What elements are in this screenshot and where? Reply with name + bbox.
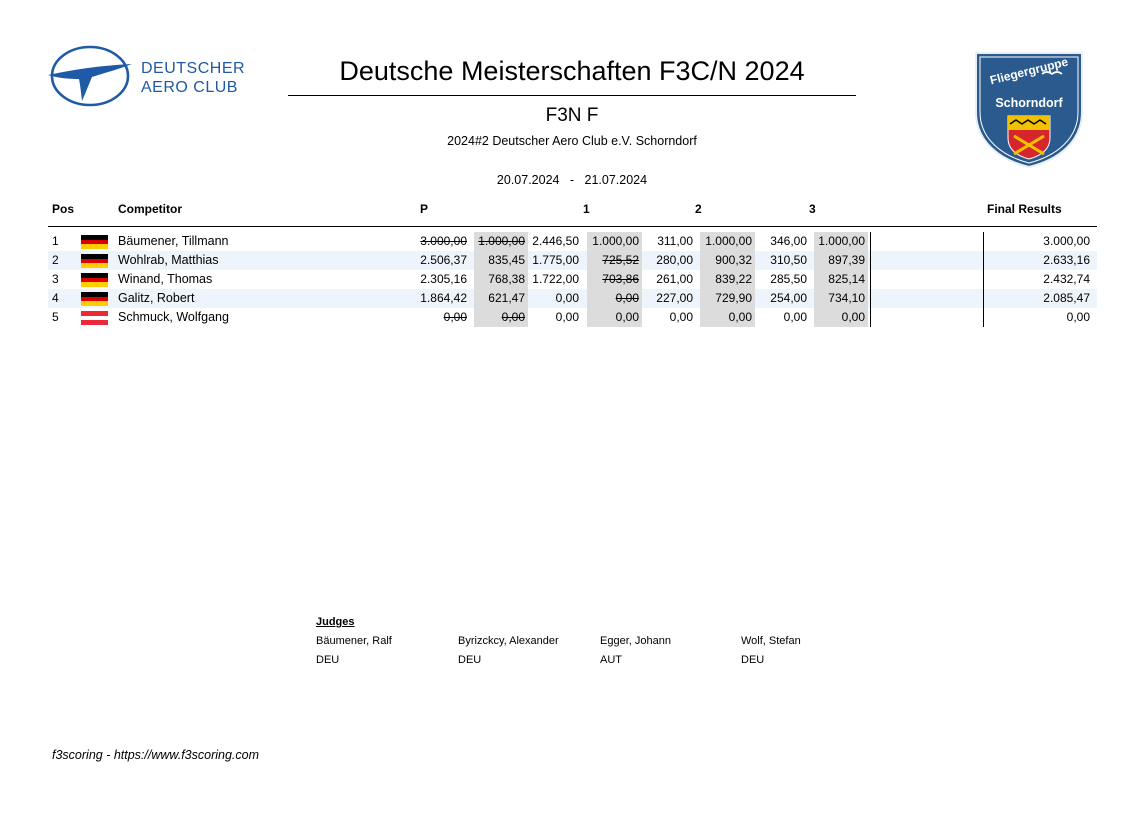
score-r3-raw: 285,50 bbox=[770, 272, 807, 286]
score-r1-raw: 1.775,00 bbox=[532, 253, 579, 267]
judges-title: Judges bbox=[316, 616, 355, 628]
score-p-raw: 1.864,42 bbox=[420, 291, 467, 305]
daec-eagle-icon bbox=[46, 44, 136, 108]
judge-name: Bäumener, Ralf bbox=[316, 635, 392, 647]
score-r1-norm: 725,52 bbox=[587, 251, 642, 270]
club-logo bbox=[972, 50, 1086, 170]
date-to: 21.07.2024 bbox=[584, 173, 648, 187]
event-subtitle: 2024#2 Deutscher Aero Club e.V. Schorndorf bbox=[447, 134, 697, 148]
judge-nation: DEU bbox=[458, 654, 482, 666]
row-position: 3 bbox=[52, 272, 59, 286]
date-from: 20.07.2024 bbox=[496, 173, 560, 187]
score-final: 3.000,00 bbox=[1043, 234, 1090, 248]
score-r2-norm: 839,22 bbox=[700, 270, 755, 289]
score-r2-norm: 900,32 bbox=[700, 251, 755, 270]
score-p-raw: 2.506,37 bbox=[420, 253, 467, 267]
competitor-name: Winand, Thomas bbox=[118, 272, 213, 286]
score-p-norm: 0,00 bbox=[474, 308, 528, 327]
score-r1-raw: 2.446,50 bbox=[532, 234, 579, 248]
daec-logo-line1: DEUTSCHER bbox=[141, 60, 246, 77]
score-p-raw: 0,00 bbox=[443, 310, 467, 324]
row-position: 2 bbox=[52, 253, 59, 267]
judge-name: Wolf, Stefan bbox=[741, 635, 801, 647]
score-p-raw: 3.000,00 bbox=[420, 234, 467, 248]
score-p-norm: 835,45 bbox=[474, 251, 528, 270]
column-header-round-3: 3 bbox=[809, 202, 816, 216]
row-position: 5 bbox=[52, 310, 59, 324]
score-r1-raw: 0,00 bbox=[555, 291, 579, 305]
daec-logo bbox=[46, 44, 276, 110]
club-logo-bottom-text: Schorndorf bbox=[995, 96, 1063, 110]
column-header-round-1: 1 bbox=[583, 202, 590, 216]
footer-credit: f3scoring - https://www.f3scoring.com bbox=[52, 748, 260, 762]
competitor-name: Wohlrab, Matthias bbox=[118, 253, 219, 267]
table-row bbox=[48, 251, 1097, 270]
score-r2-raw: 227,00 bbox=[656, 291, 693, 305]
column-header-p: P bbox=[420, 202, 429, 216]
score-r2-norm: 1.000,00 bbox=[700, 232, 755, 251]
column-header-pos: Pos bbox=[52, 202, 75, 216]
score-r3-norm: 825,14 bbox=[814, 270, 868, 289]
score-r1-norm: 0,00 bbox=[587, 308, 642, 327]
competitor-name: Galitz, Robert bbox=[118, 291, 195, 305]
row-position: 4 bbox=[52, 291, 59, 305]
score-r3-raw: 0,00 bbox=[783, 310, 807, 324]
table-row bbox=[48, 308, 1097, 327]
column-divider bbox=[870, 232, 871, 327]
score-p-norm: 621,47 bbox=[474, 289, 528, 308]
page-title: Deutsche Meisterschaften F3C/N 2024 bbox=[339, 56, 805, 86]
competitor-name: Schmuck, Wolfgang bbox=[118, 310, 229, 324]
score-r3-raw: 310,50 bbox=[770, 253, 807, 267]
column-header-final-results: Final Results bbox=[987, 202, 1062, 216]
score-r3-norm: 1.000,00 bbox=[814, 232, 868, 251]
judge-nation: AUT bbox=[600, 654, 622, 666]
score-r2-norm: 0,00 bbox=[700, 308, 755, 327]
score-r3-raw: 346,00 bbox=[770, 234, 807, 248]
nation-flag-icon bbox=[81, 235, 108, 249]
score-r2-raw: 0,00 bbox=[669, 310, 693, 324]
header-divider bbox=[48, 226, 1097, 227]
date-range bbox=[288, 173, 856, 187]
score-final: 2.432,74 bbox=[1043, 272, 1090, 286]
nation-flag-icon bbox=[81, 292, 108, 306]
score-p-norm: 768,38 bbox=[474, 270, 528, 289]
nation-flag-icon bbox=[81, 273, 108, 287]
nation-flag-icon bbox=[81, 254, 108, 268]
judge-name: Byrizckcy, Alexander bbox=[458, 635, 559, 647]
score-r1-norm: 703,86 bbox=[587, 270, 642, 289]
nation-flag-icon bbox=[81, 311, 108, 325]
table-row bbox=[48, 270, 1097, 289]
score-r1-norm: 1.000,00 bbox=[587, 232, 642, 251]
score-final: 2.633,16 bbox=[1043, 253, 1090, 267]
daec-logo-line2: AERO CLUB bbox=[141, 79, 238, 96]
column-header-competitor: Competitor bbox=[118, 202, 182, 216]
column-divider bbox=[983, 232, 984, 327]
score-r1-raw: 0,00 bbox=[555, 310, 579, 324]
competitor-name: Bäumener, Tillmann bbox=[118, 234, 229, 248]
judge-nation: DEU bbox=[741, 654, 765, 666]
judge-nation: DEU bbox=[316, 654, 340, 666]
score-final: 0,00 bbox=[1066, 310, 1090, 324]
score-r3-norm: 0,00 bbox=[814, 308, 868, 327]
score-r2-raw: 311,00 bbox=[657, 234, 693, 248]
score-r3-norm: 897,39 bbox=[814, 251, 868, 270]
score-r2-norm: 729,90 bbox=[700, 289, 755, 308]
table-row bbox=[48, 289, 1097, 308]
title-divider bbox=[288, 95, 856, 96]
table-row bbox=[48, 232, 1097, 251]
score-r1-raw: 1.722,00 bbox=[532, 272, 579, 286]
judge-name: Egger, Johann bbox=[600, 635, 671, 647]
score-r2-raw: 261,00 bbox=[656, 272, 693, 286]
date-separator: - bbox=[569, 173, 575, 187]
score-r3-raw: 254,00 bbox=[770, 291, 807, 305]
score-p-raw: 2.305,16 bbox=[420, 272, 467, 286]
score-r2-raw: 280,00 bbox=[656, 253, 693, 267]
club-logo-top-text: Fliegergruppe bbox=[988, 54, 1070, 88]
score-p-norm: 1.000,00 bbox=[474, 232, 528, 251]
row-position: 1 bbox=[52, 234, 59, 248]
score-r3-norm: 734,10 bbox=[814, 289, 868, 308]
score-r1-norm: 0,00 bbox=[587, 289, 642, 308]
score-final: 2.085,47 bbox=[1043, 291, 1090, 305]
column-header-round-2: 2 bbox=[695, 202, 702, 216]
class-title: F3N F bbox=[545, 105, 599, 126]
